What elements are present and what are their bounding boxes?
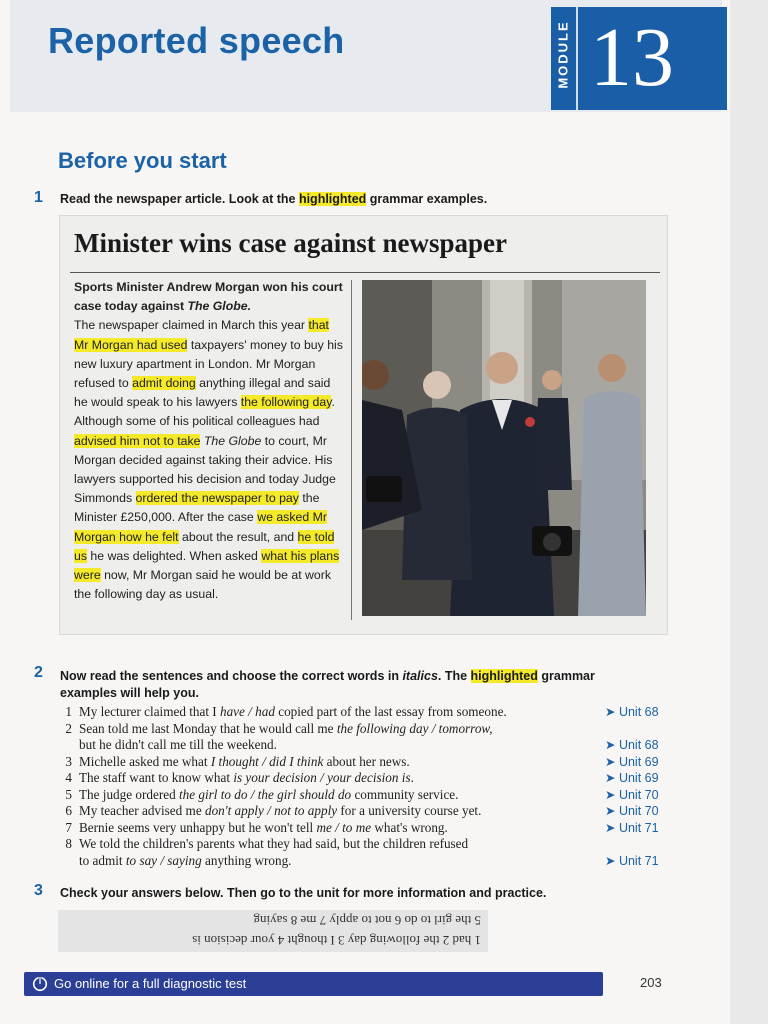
unit-link[interactable]: ➤ Unit 71	[605, 853, 659, 868]
exercise-item: 5 The judge ordered the girl to do / the girl should do community service. ➤ Unit 70	[65, 786, 659, 802]
page-number: 203	[640, 975, 662, 990]
page-title: Reported speech	[48, 20, 345, 61]
exercise-item: to admit to say / saying anything wrong. ➤ Unit 71	[79, 852, 659, 868]
page-edge	[730, 0, 768, 1024]
unit-link[interactable]: ➤ Unit 68	[605, 738, 659, 752]
task-3-number: 3	[34, 882, 43, 899]
article-body: Sports Minister Andrew Morgan won his court case today against The Globe. The newspaper claimed in March this year that Mr Morgan had used taxpayers' money to buy his new luxury apartment in London. Mr Morgan refused to admit doing anything illegal and said he would speak to his lawyers the following day. Although some of his political colleagues had advised him not to take The Globe to court, Mr Morgan decided against taking their advice. His lawyers supported his decision and today Judge Simmonds ordered the newspaper to pay the Minister £250,000. After the case we asked Mr Morgan how he felt about the result, and he told us he was delighted. When asked what his plans were now, Mr Morgan said he would be at work the following day as usual.	[74, 280, 343, 602]
exercise-item: 8 We told the children's parents what they had said, but the children refused	[65, 836, 469, 851]
newspaper-article	[60, 216, 667, 634]
unit-link[interactable]: ➤ Unit 69	[605, 771, 659, 785]
exercise-item: 3 Michelle asked me what I thought / did I think about her news. ➤ Unit 69	[65, 753, 659, 769]
online-test-text: Go online for a full diagnostic test	[54, 976, 247, 991]
unit-link[interactable]: ➤ Unit 70	[605, 804, 659, 818]
exercise-item: 4 The staff want to know what is your decision / your decision is. ➤ Unit 69	[65, 770, 659, 785]
online-test-banner[interactable]	[24, 972, 603, 996]
press-photo	[362, 280, 646, 616]
task-2-number: 2	[34, 664, 43, 681]
module-divider	[576, 7, 578, 110]
unit-link[interactable]: ➤ Unit 68	[605, 705, 659, 719]
module-label: MODULE	[555, 20, 571, 89]
headline-divider	[70, 272, 660, 273]
task-1-instruction: Read the newspaper article. Look at the highlighted grammar examples.	[60, 192, 488, 206]
exercise-item: 7 Bernie seems very unhappy but he won't tell me / to me what's wrong. ➤ Unit 71	[65, 819, 659, 835]
press-photo-illustration	[362, 280, 646, 616]
task-1-number: 1	[34, 189, 43, 206]
answer-key-upside-down	[58, 910, 488, 952]
task-2-instruction: Now read the sentences and choose the correct words in italics. The highlighted grammar examples will help you.	[60, 669, 595, 700]
task-3-instruction: Check your answers below. Then go to the unit for more information and practice.	[60, 886, 547, 900]
article-headline: Minister wins case against newspaper	[74, 228, 508, 258]
unit-link[interactable]: ➤ Unit 70	[605, 787, 659, 802]
exercise-item: 1 My lecturer claimed that I have / had copied part of the last essay from someone. ➤ Unit 68	[65, 704, 659, 719]
column-divider	[351, 280, 352, 620]
power-icon	[32, 976, 48, 992]
answer-line-2: 5 the girl to do 6 not to apply 7 me 8 saying	[253, 913, 481, 928]
section-heading: Before you start	[58, 148, 227, 173]
exercise-item: 6 My teacher advised me don't apply / not to apply for a university course yet. ➤ Unit 70	[65, 803, 659, 818]
module-number: 13	[590, 11, 674, 104]
unit-link[interactable]: ➤ Unit 71	[605, 820, 659, 835]
exercise-item: 2 Sean told me last Monday that he would call me the following day / tomorrow,	[65, 720, 493, 736]
exercise-item: but he didn't call me till the weekend. ➤ Unit 68	[79, 737, 659, 752]
unit-link[interactable]: ➤ Unit 69	[605, 754, 659, 769]
answer-line-1: 1 had 2 the following day 3 I thought 4 your decision is	[192, 933, 481, 948]
